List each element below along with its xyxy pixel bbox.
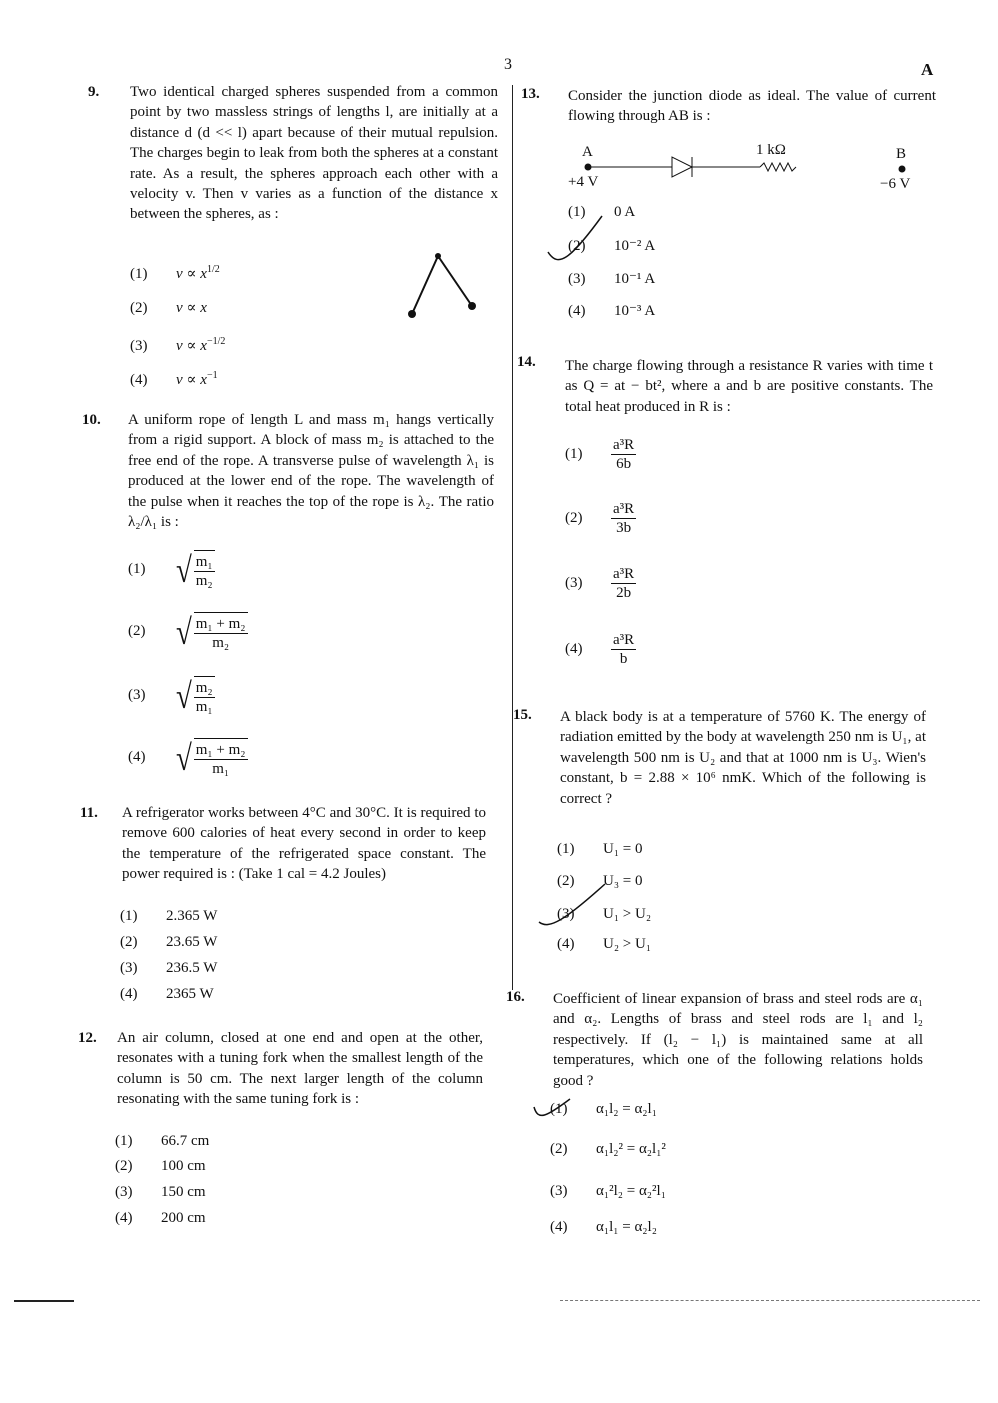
option-label: (2) <box>550 1141 568 1157</box>
question-number: 9. <box>88 84 100 100</box>
option-value: 236.5 W <box>166 960 218 976</box>
option-1[interactable] <box>557 841 643 858</box>
option-3[interactable] <box>557 906 651 923</box>
option-2[interactable] <box>115 1158 206 1175</box>
option-label: (1) <box>550 1101 568 1117</box>
option-2[interactable] <box>550 1141 666 1158</box>
option-value: α₁l₂ = α₂l₁ <box>596 1101 657 1117</box>
option-value: α₁l₂² = α₂l₁² <box>596 1141 666 1157</box>
diode-resistor-wire-icon <box>560 140 930 200</box>
option-label: (1) <box>568 204 586 220</box>
denominator: 2b <box>616 585 632 601</box>
option-1[interactable] <box>568 204 635 221</box>
option-4[interactable] <box>115 1210 206 1227</box>
option-label: (4) <box>115 1210 133 1226</box>
option-1[interactable] <box>115 1133 209 1150</box>
denominator: m₁ <box>195 699 213 715</box>
question-text: A uniform rope of length L and mass m₁ hangs vertically from a rigid support. A block of mass m₂ is attached to the free end of the rope. A transverse pulse of wavelength λ₁ is produced at the lower end of the rope. The wavelength of the pulse when it reaches the top of the rope is λ₂. The ratio λ₂/λ₁ is : <box>128 412 494 531</box>
option-1[interactable] <box>120 908 217 925</box>
option-formula: v ∝ x <box>176 372 207 388</box>
option-label: (4) <box>565 640 583 657</box>
numerator: a³R <box>613 566 635 582</box>
numerator: a³R <box>613 437 635 453</box>
option-value: α₁²l₂ = α₂²l₁ <box>596 1183 666 1199</box>
option-label: (4) <box>120 986 138 1002</box>
option-2[interactable] <box>565 500 636 537</box>
bottom-rule <box>14 1300 74 1302</box>
option-label: (1) <box>565 445 583 462</box>
option-label: (2) <box>120 934 138 950</box>
circuit-diagram <box>560 140 930 200</box>
sqrt-icon: √ $\frac{\text{m₁ + m₂}}{\text{m₁}}$ <box>175 738 246 778</box>
option-value: 10⁻¹ A <box>614 271 656 287</box>
option-label: (1) <box>557 841 575 857</box>
option-label: (1) <box>115 1133 133 1149</box>
option-label: (4) <box>557 936 575 952</box>
sqrt-icon: √ $\frac{\text{m₁}}{\text{m₂}}$ <box>175 550 213 590</box>
numerator: m₁ + m₂ <box>195 616 246 632</box>
option-2[interactable] <box>128 612 248 652</box>
denominator: m₂ <box>195 573 213 589</box>
option-1[interactable] <box>130 264 220 283</box>
option-label: (2) <box>130 300 148 316</box>
option-1[interactable] <box>565 436 636 473</box>
option-label: (2) <box>557 873 575 889</box>
option-4[interactable] <box>568 301 655 320</box>
numerator: m₁ + m₂ <box>195 742 246 758</box>
denominator: 3b <box>616 520 632 536</box>
option-label: (3) <box>550 1183 568 1199</box>
option-value: 0 A <box>614 204 636 220</box>
page-number: 3 <box>504 56 512 73</box>
sqrt-icon: √ $\frac{\text{m₁ + m₂}}{\text{m₂}}$ <box>175 612 246 652</box>
denominator: m₁ <box>212 761 230 777</box>
denominator: 6b <box>616 456 632 472</box>
option-label: (3) <box>128 687 146 704</box>
option-3[interactable] <box>550 1183 666 1200</box>
numerator: m₂ <box>195 680 213 696</box>
option-value: U₁ > U₂ <box>603 906 652 922</box>
set-code: A <box>921 60 934 79</box>
numerator: a³R <box>613 632 635 648</box>
terminal-b-label: B <box>896 146 907 162</box>
option-label: (1) <box>130 266 148 282</box>
option-label: (3) <box>568 271 586 287</box>
option-2[interactable] <box>120 934 217 951</box>
option-formula: v ∝ x <box>176 300 207 316</box>
sqrt-icon: √ $\frac{\text{m₂}}{\text{m₁}}$ <box>175 676 213 716</box>
question-number: 10. <box>82 412 101 428</box>
option-label: (4) <box>130 372 148 388</box>
option-value: 10⁻² A <box>614 238 656 254</box>
option-label: (3) <box>557 906 575 922</box>
question-number: 13. <box>521 86 540 102</box>
option-label: (3) <box>565 574 583 591</box>
option-exponent: 1/2 <box>206 264 220 275</box>
denominator: m₂ <box>212 635 230 651</box>
question-number: 15. <box>513 707 532 723</box>
option-value: U₁ = 0 <box>603 841 643 857</box>
option-label: (2) <box>565 509 583 526</box>
option-value: α₁l₁ = α₂l₂ <box>596 1219 657 1235</box>
option-2[interactable] <box>568 236 655 255</box>
question-text: An air column, closed at one end and open at the other, resonates with a tuning fork when the smallest length of the column is 50 cm. The next larger length of the column resonating with the same tuning fork is : <box>117 1030 483 1108</box>
hand-drawn-pendulum-sketch <box>400 250 490 325</box>
option-label: (2) <box>568 238 586 254</box>
option-label: (4) <box>128 749 146 766</box>
question-number: 16. <box>506 989 525 1005</box>
numerator: m₁ <box>195 554 213 570</box>
option-label: (2) <box>128 623 146 640</box>
question-text: A black body is at a temperature of 5760 K. The energy of radiation emitted by the body at wavelength 250 nm is U₁, at wavelength 500 nm is U₂ and that at 1000 nm is U₃. Wien's constant, b = 2.88 × 10⁶ nmK. Which of the following is correct ? <box>560 709 926 807</box>
question-text: Coefficient of linear expansion of brass and steel rods are α₁ and α₂. Lengths of brass and steel rods are l₁ and l₂ respectively. If (l₂ − l₁) is maintained same at all temperatures, which one of the following relations holds good ? <box>553 991 923 1089</box>
option-value: 2.365 W <box>166 908 218 924</box>
option-3[interactable] <box>115 1184 206 1201</box>
option-exponent: −1 <box>206 370 218 381</box>
option-label: (3) <box>120 960 138 976</box>
option-value: U₃ = 0 <box>603 873 643 889</box>
question-number: 12. <box>78 1030 97 1046</box>
option-1[interactable] <box>550 1101 657 1118</box>
option-4[interactable] <box>120 986 214 1003</box>
option-label: (4) <box>568 303 586 319</box>
denominator: b <box>619 651 628 667</box>
option-formula: v ∝ x <box>176 266 207 282</box>
question-text: Consider the junction diode as ideal. The value of current flowing through AB is : <box>568 88 936 125</box>
option-value: 200 cm <box>161 1210 206 1226</box>
terminal-a-voltage: +4 V <box>568 174 599 190</box>
option-4[interactable] <box>565 631 636 668</box>
option-2[interactable] <box>557 873 643 890</box>
question-number: 11. <box>80 805 98 821</box>
option-value: 2365 W <box>166 986 214 1002</box>
option-4[interactable] <box>550 1219 657 1236</box>
option-4[interactable] <box>557 936 651 953</box>
option-3[interactable] <box>120 960 217 977</box>
option-3[interactable] <box>568 269 655 288</box>
question-text: Two identical charged spheres suspended from a common point by two massless strings of lengths l, are initially at a distance d (d << l) apart because of their mutual repulsion. The charges begin to leak from both the spheres at a constant rate. As a result, the spheres approach each other with a velocity v. Then v varies as a function of the distance x between the spheres, as : <box>130 84 498 223</box>
terminal-a-label: A <box>582 144 593 160</box>
question-number: 14. <box>517 354 536 370</box>
option-4[interactable] <box>128 738 248 778</box>
option-value: 10⁻³ A <box>614 303 656 319</box>
bottom-rule-dashed <box>560 1300 980 1301</box>
option-3[interactable] <box>130 336 225 355</box>
option-formula: v ∝ x <box>176 338 207 354</box>
question-text: A refrigerator works between 4°C and 30°C. It is required to remove 600 calories of heat every second in order to keep the temperature of the refrigerated space constant. The power required is : (Take 1 cal = 4.2 Joules) <box>122 805 486 883</box>
resistor-label: 1 kΩ <box>756 142 786 158</box>
option-value: U₂ > U₁ <box>603 936 652 952</box>
option-label: (3) <box>115 1184 133 1200</box>
option-4[interactable] <box>130 370 218 389</box>
option-2[interactable] <box>130 298 207 317</box>
option-label: (3) <box>130 338 148 354</box>
numerator: a³R <box>613 501 635 517</box>
terminal-b-voltage: −6 V <box>880 176 911 192</box>
option-value: 66.7 cm <box>161 1133 210 1149</box>
option-exponent: −1/2 <box>206 336 226 347</box>
option-label: (1) <box>120 908 138 924</box>
option-3[interactable] <box>128 676 215 716</box>
option-label: (1) <box>128 561 146 578</box>
option-label: (4) <box>550 1219 568 1235</box>
option-value: 23.65 W <box>166 934 218 950</box>
option-label: (2) <box>115 1158 133 1174</box>
option-value: 150 cm <box>161 1184 206 1200</box>
option-1[interactable] <box>128 550 215 590</box>
question-text: The charge flowing through a resistance R varies with time t as Q = at − bt², where a and b are positive constants. The total heat produced in R is : <box>565 358 933 415</box>
column-divider <box>512 85 513 990</box>
option-value: 100 cm <box>161 1158 206 1174</box>
option-3[interactable] <box>565 565 636 602</box>
